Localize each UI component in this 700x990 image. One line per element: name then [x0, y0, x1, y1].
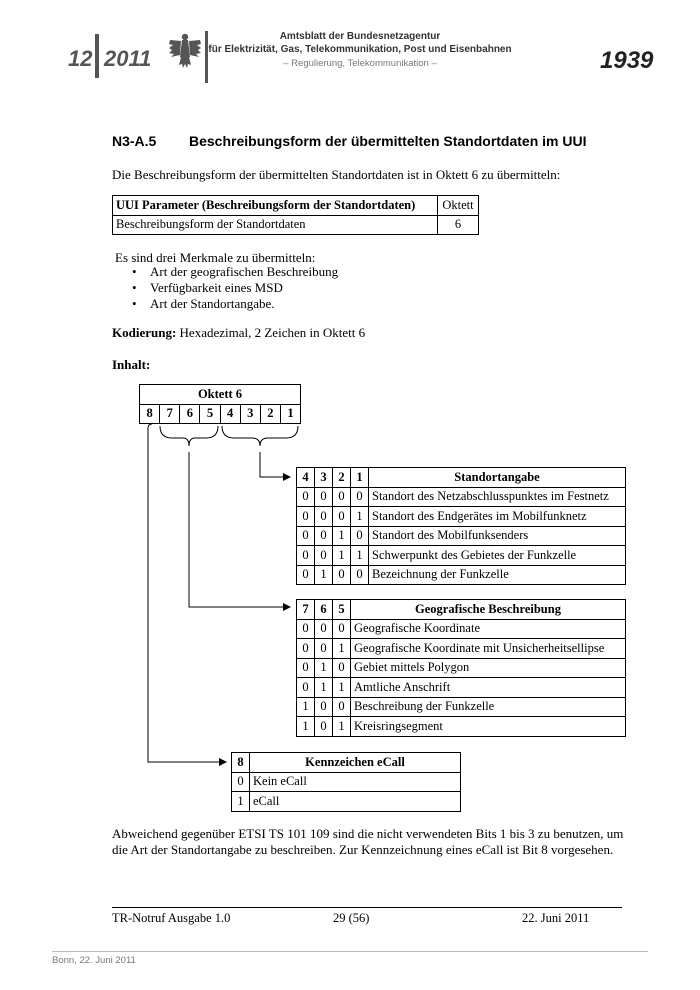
standort-table	[296, 467, 626, 585]
table-cell: 0	[297, 565, 315, 585]
octet-bit: 1	[280, 404, 300, 424]
table-cell: 0	[297, 619, 315, 639]
table-cell: 1	[315, 565, 333, 585]
ecall-header-label: Kennzeichen eCall	[250, 753, 461, 773]
table-cell: 0	[232, 772, 250, 792]
header-line-3: – Regulierung, Telekommunikation –	[283, 58, 437, 69]
table-cell: Geografische Koordinate	[351, 619, 626, 639]
table-cell: 1	[333, 678, 351, 698]
table-cell: 1	[297, 717, 315, 737]
table-cell: 0	[333, 619, 351, 639]
table-cell: 0	[315, 697, 333, 717]
table-cell: Amtliche Anschrift	[351, 678, 626, 698]
table-row	[232, 772, 461, 792]
geo-header-bit: 6	[315, 600, 333, 620]
standort-header-bit: 2	[333, 468, 351, 488]
issue-year: 2011	[104, 46, 152, 71]
table-cell: 0	[315, 639, 333, 659]
param-row-value: 6	[438, 215, 479, 235]
features-intro: Es sind drei Merkmale zu übermitteln:	[115, 250, 316, 265]
table-cell: 0	[297, 639, 315, 659]
list-item: • Art der geografischen Beschreibung	[112, 264, 338, 280]
list-item: • Verfügbarkeit eines MSD	[112, 280, 338, 296]
ecall-table	[231, 752, 461, 812]
closing-line-1: Abweichend gegenüber ETSI TS 101 109 sind die nicht verwendeten Bits 1 bis 3 zu benutzen, um	[112, 826, 624, 841]
table-row	[297, 565, 626, 585]
table-row	[297, 526, 626, 546]
param-row-label: Beschreibungsform der Standortdaten	[113, 215, 438, 235]
table-cell: Gebiet mittels Polygon	[351, 658, 626, 678]
table-cell: Bezeichnung der Funkzelle	[369, 565, 626, 585]
octet-bit: 5	[200, 404, 220, 424]
octet-bit: 8	[140, 404, 160, 424]
footer-left: TR-Notruf Ausgabe 1.0	[112, 911, 231, 925]
footer-rule	[112, 907, 622, 908]
bottom-note: Bonn, 22. Juni 2011	[52, 955, 136, 966]
standort-header-label: Standortangabe	[369, 468, 626, 488]
table-row	[232, 792, 461, 812]
table-cell: 0	[333, 697, 351, 717]
table-cell: Geografische Koordinate mit Unsicherheitsellipse	[351, 639, 626, 659]
table-cell: 0	[297, 546, 315, 566]
geo-table	[296, 599, 626, 737]
octet-bit: 7	[160, 404, 180, 424]
coding-label: Kodierung:	[112, 325, 177, 340]
brace-bits-7-5	[160, 426, 218, 446]
header-line-1: Amtsblatt der Bundesnetzagentur	[279, 31, 441, 42]
table-cell: 0	[315, 507, 333, 527]
table-cell: Kein eCall	[250, 772, 461, 792]
table-cell: Standort des Netzabschlusspunktes im Festnetz	[369, 487, 626, 507]
table-cell: Beschreibung der Funkzelle	[351, 697, 626, 717]
table-cell: Standort des Mobilfunksenders	[369, 526, 626, 546]
table-row	[297, 697, 626, 717]
table-cell: 1	[351, 546, 369, 566]
table-row	[297, 546, 626, 566]
content-label: Inhalt:	[112, 357, 151, 372]
standort-header-bit: 3	[315, 468, 333, 488]
table-cell: Standort des Endgerätes im Mobilfunknetz	[369, 507, 626, 527]
table-cell: 1	[232, 792, 250, 812]
table-cell: 0	[315, 526, 333, 546]
section-number: N3-A.5	[112, 133, 157, 149]
standort-header-bit: 1	[351, 468, 369, 488]
table-cell: 1	[333, 546, 351, 566]
table-row	[297, 717, 626, 737]
table-cell: 1	[297, 697, 315, 717]
table-cell: 0	[315, 546, 333, 566]
table-cell: 1	[351, 507, 369, 527]
table-cell: 0	[351, 565, 369, 585]
table-row	[297, 678, 626, 698]
table-cell: 0	[333, 507, 351, 527]
table-cell: Kreisringsegment	[351, 717, 626, 737]
page-number: 1939	[600, 47, 654, 74]
table-cell: 0	[297, 507, 315, 527]
table-cell: 0	[315, 619, 333, 639]
table-cell: 0	[315, 717, 333, 737]
closing-line-2: die Art der Standortangabe zu beschreiben. Zur Kennzeichnung eines eCall ist Bit 8 vorgesehen.	[112, 842, 614, 857]
table-cell: eCall	[250, 792, 461, 812]
table-row	[297, 639, 626, 659]
geo-header-label: Geografische Beschreibung	[351, 600, 626, 620]
table-cell: 1	[315, 658, 333, 678]
list-item: • Art der Standortangabe.	[112, 296, 338, 312]
table-row	[297, 507, 626, 527]
ecall-header-bit: 8	[232, 753, 250, 773]
table-row	[297, 487, 626, 507]
table-cell: 1	[333, 639, 351, 659]
table-cell: 0	[297, 526, 315, 546]
section-title: Beschreibungsform der übermittelten Standortdaten im UUI	[189, 133, 587, 149]
bottom-rule	[52, 951, 648, 952]
arrow-to-geo	[189, 452, 290, 607]
octet-title: Oktett 6	[140, 385, 301, 405]
table-row	[297, 658, 626, 678]
geo-header-bit: 7	[297, 600, 315, 620]
octet-bit: 3	[240, 404, 260, 424]
octet-bit: 2	[260, 404, 280, 424]
table-cell: 0	[333, 565, 351, 585]
table-cell: 0	[315, 487, 333, 507]
table-cell: 0	[351, 526, 369, 546]
table-cell: 0	[351, 487, 369, 507]
table-cell: 0	[297, 487, 315, 507]
arrow-to-standort	[260, 452, 290, 477]
geo-header-bit: 5	[333, 600, 351, 620]
table-cell: 1	[333, 717, 351, 737]
table-cell: 1	[315, 678, 333, 698]
table-cell: 0	[333, 487, 351, 507]
intro-text: Die Beschreibungsform der übermittelten Standortdaten ist in Oktett 6 zu übermitteln:	[112, 167, 561, 182]
footer-right: 22. Juni 2011	[522, 911, 590, 925]
coding-text: Hexadezimal, 2 Zeichen in Oktett 6	[176, 325, 366, 340]
table-cell: 1	[333, 526, 351, 546]
arrow-to-ecall	[148, 424, 226, 762]
param-col2-header: Oktett	[438, 196, 479, 216]
octet-bit: 6	[180, 404, 200, 424]
table-cell: 0	[297, 678, 315, 698]
brace-bits-4-1	[222, 426, 298, 446]
issue-number: 12	[68, 46, 93, 71]
param-col1-header: UUI Parameter (Beschreibungsform der Standortdaten)	[113, 196, 438, 216]
table-cell: 0	[297, 658, 315, 678]
table-cell: 0	[333, 658, 351, 678]
table-row	[297, 619, 626, 639]
header-line-2: für Elektrizität, Gas, Telekommunikation, Post und Eisenbahnen	[208, 44, 512, 55]
standort-header-bit: 4	[297, 468, 315, 488]
table-cell: Schwerpunkt des Gebietes der Funkzelle	[369, 546, 626, 566]
octet-bit: 4	[220, 404, 240, 424]
footer-center: 29 (56)	[333, 911, 370, 925]
